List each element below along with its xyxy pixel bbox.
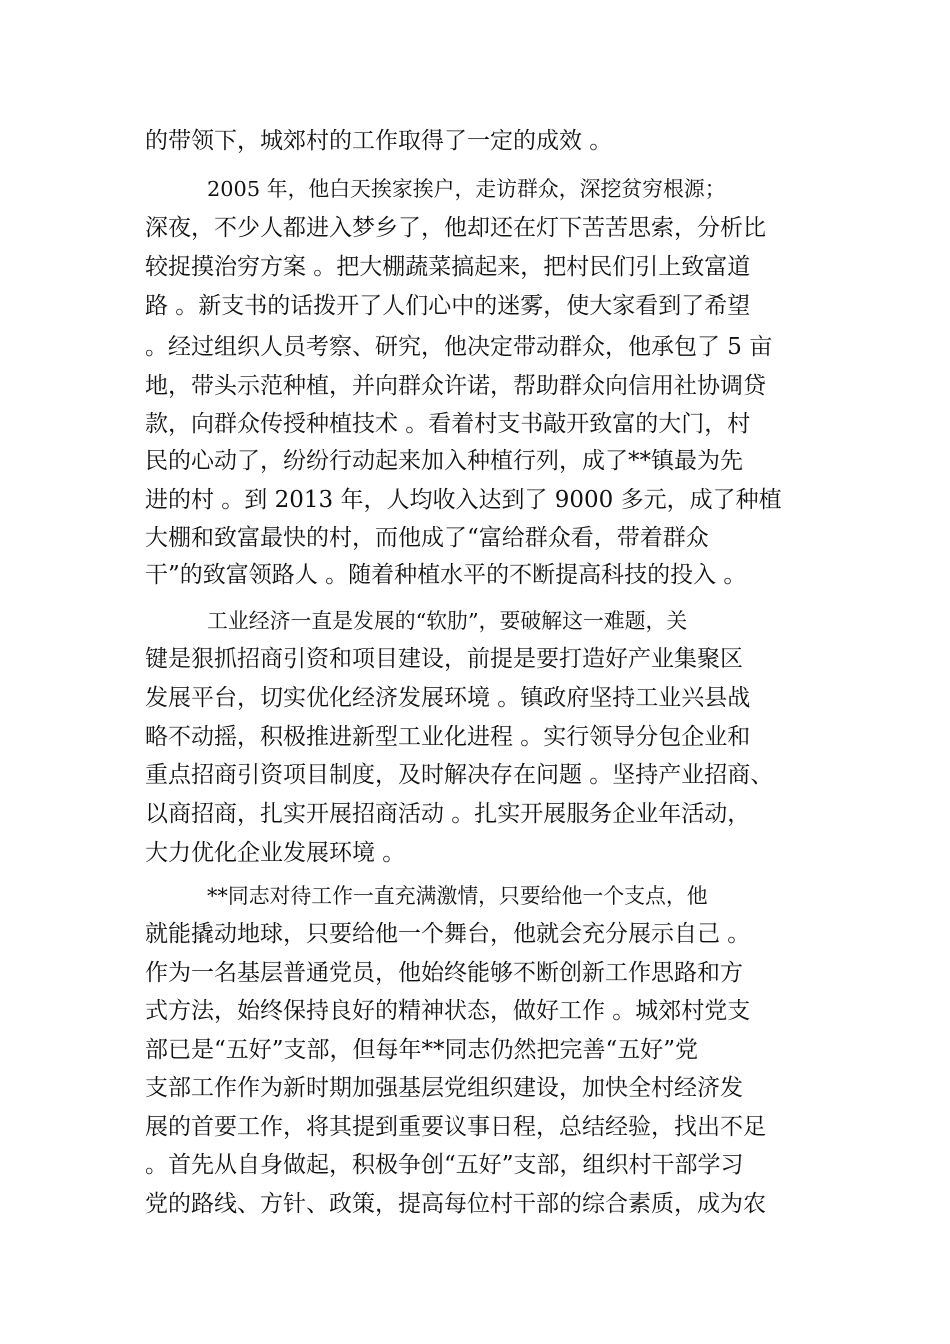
text-line: 路 。新支书的话拨开了人们心中的迷雾，使大家看到了希望 <box>145 293 751 319</box>
text-line: 深夜，不少人都进入梦乡了，他却还在灯下苦苦思索，分析比 <box>145 215 766 241</box>
text-line: 作为一名基层普通党员，他始终能够不断创新工作思路和方 <box>145 960 743 986</box>
text-line: 的带领下，城郊村的工作取得了一定的成效 。 <box>145 128 613 154</box>
text-line: 键是狠抓招商引资和项目建设，前提是要打造好产业集聚区 <box>145 646 743 672</box>
text-line: 2005 年，他白天挨家挨户，走访群众，深挖贫穷根源； <box>207 177 726 201</box>
text-line: 展的首要工作，将其提到重要议事日程，总结经验，找出不足 <box>145 1114 766 1140</box>
text-line: **同志对待工作一直充满激情，只要给他一个支点，他 <box>207 884 708 908</box>
text-line: 就能撬动地球，只要给他一个舞台，他就会充分展示自己 。 <box>145 921 751 947</box>
text-line: 大力优化企业发展环境 。 <box>145 840 406 866</box>
text-line: 工业经济一直是发展的“软肋”，要破解这一难题，关 <box>207 609 688 633</box>
text-line: 较捉摸治穷方案 。把大棚蔬菜搞起来，把村民们引上致富道 <box>145 254 751 280</box>
text-line: 。首先从自身做起，积极争创“五好”支部，组织村干部学习 <box>145 1152 744 1178</box>
text-line: 支部工作作为新时期加强基层党组织建设，加快全村经济发 <box>145 1075 743 1101</box>
text-line: 干”的致富领路人 。随着种植水平的不断提高科技的投入 。 <box>145 562 747 588</box>
text-line: 款，向群众传授种植技术 。看着村支书敲开致富的大门，村 <box>145 411 751 437</box>
text-line: 进的村 。到 2013 年，人均收入达到了 9000 多元，成了种植 <box>145 487 782 513</box>
text-line: 略不动摇，积极推进新型工业化进程 。实行领导分包企业和 <box>145 724 751 750</box>
text-line: 部已是“五好”支部，但每年**同志仍然把完善“五好”党 <box>145 1037 699 1063</box>
text-line: 以商招商，扎实开展招商活动 。扎实开展服务企业年活动， <box>145 801 751 827</box>
text-line: 式方法，始终保持良好的精神状态，做好工作 。城郊村党支 <box>145 998 751 1024</box>
text-line: 。经过组织人员考察、研究，他决定带动群众，他承包了 5 亩 <box>145 334 773 360</box>
text-line: 党的路线、方针、政策，提高每位村干部的综合素质，成为农 <box>145 1191 766 1217</box>
text-line: 重点招商引资项目制度，及时解决存在问题 。坚持产业招商、 <box>145 762 774 788</box>
text-line: 民的心动了，纷纷行动起来加入种植行列，成了**镇最为先 <box>145 448 743 474</box>
text-line: 大棚和致富最快的村，而他成了“富给群众看，带着群众 <box>145 525 709 551</box>
text-line: 发展平台，切实优化经济发展环境 。镇政府坚持工业兴县战 <box>145 685 751 711</box>
text-line: 地，带头示范种植，并向群众许诺，帮助群众向信用社协调贷 <box>145 373 766 399</box>
